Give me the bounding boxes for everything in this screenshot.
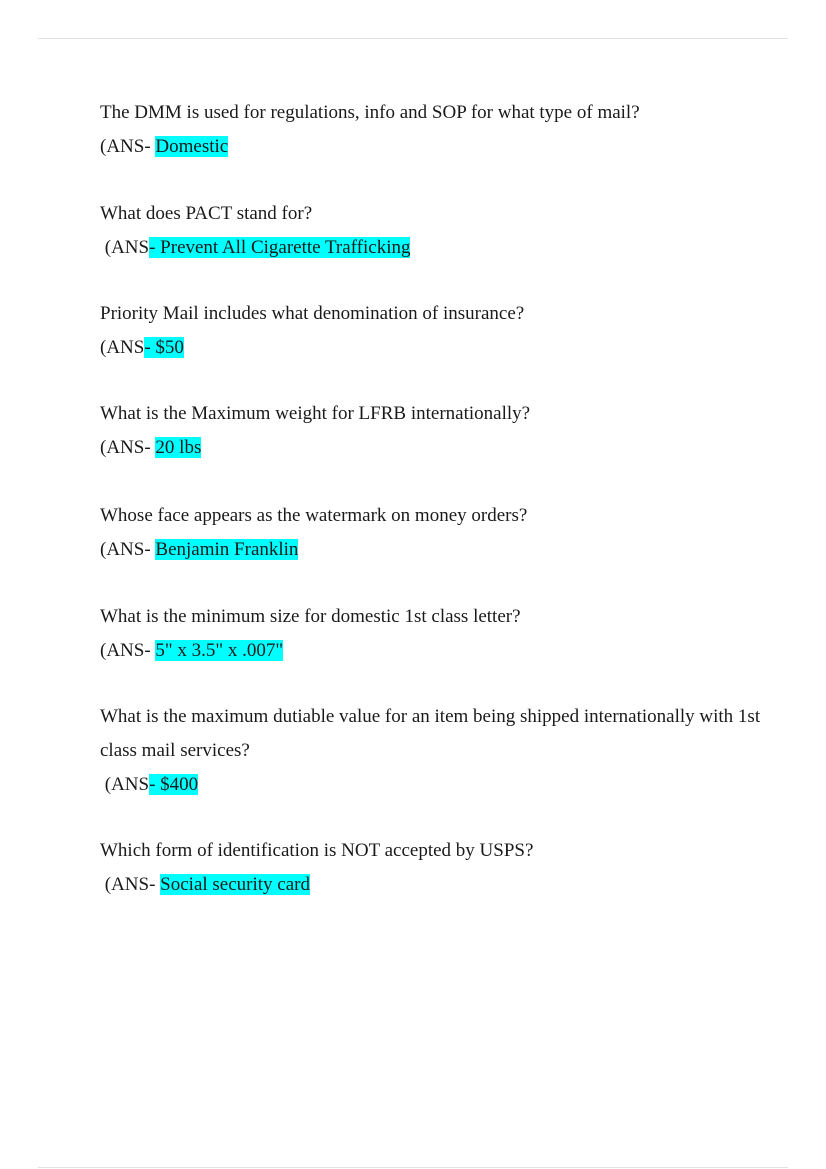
answer-highlight: - $50 [144, 337, 184, 358]
question-text: The DMM is used for regulations, info and SOP for what type of mail? [100, 102, 640, 123]
qa-item [100, 96, 780, 164]
answer-prefix: (ANS [100, 337, 145, 358]
answer-highlight: Benjamin Franklin [155, 539, 299, 560]
question-text: What is the minimum size for domestic 1st class letter? [100, 606, 521, 627]
answer-prefix: (ANS- [100, 539, 156, 560]
answer-highlight: 5" x 3.5" x .007" [155, 640, 284, 661]
qa-item [100, 197, 780, 265]
qa-item [100, 499, 780, 567]
answer-line [100, 634, 780, 668]
question-text: What does PACT stand for? [100, 203, 313, 224]
answer-line [100, 231, 780, 265]
answer-highlight: - $400 [149, 774, 199, 795]
question-text: What is the maximum dutiable value for an item being shipped internationally with 1st class mail services? [100, 706, 765, 761]
answer-highlight: 20 lbs [155, 437, 202, 458]
question-text: Which form of identification is NOT accepted by USPS? [100, 840, 534, 861]
answer-line [100, 331, 780, 365]
qa-item [100, 700, 780, 802]
answer-highlight: Domestic [155, 136, 229, 157]
answer-prefix: (ANS- [100, 874, 161, 895]
answer-line [100, 533, 780, 567]
qa-item [100, 834, 780, 902]
top-divider [38, 38, 788, 39]
question-text: Whose face appears as the watermark on money orders? [100, 505, 528, 526]
answer-prefix: (ANS- [100, 640, 156, 661]
answer-prefix: (ANS- [100, 437, 156, 458]
answer-line [100, 431, 780, 465]
answer-prefix: (ANS [100, 774, 150, 795]
answer-line [100, 130, 780, 164]
bottom-divider [38, 1167, 788, 1168]
answer-highlight: - Prevent All Cigarette Trafficking [149, 237, 411, 258]
qa-item [100, 297, 780, 365]
question-text: What is the Maximum weight for LFRB internationally? [100, 403, 531, 424]
answer-highlight: Social security card [160, 874, 311, 895]
answer-line [100, 768, 780, 802]
answer-prefix: (ANS [100, 237, 150, 258]
question-text: Priority Mail includes what denomination of insurance? [100, 303, 525, 324]
qa-item [100, 397, 780, 465]
answer-prefix: (ANS- [100, 136, 156, 157]
answer-line [100, 868, 780, 902]
qa-item [100, 600, 780, 668]
